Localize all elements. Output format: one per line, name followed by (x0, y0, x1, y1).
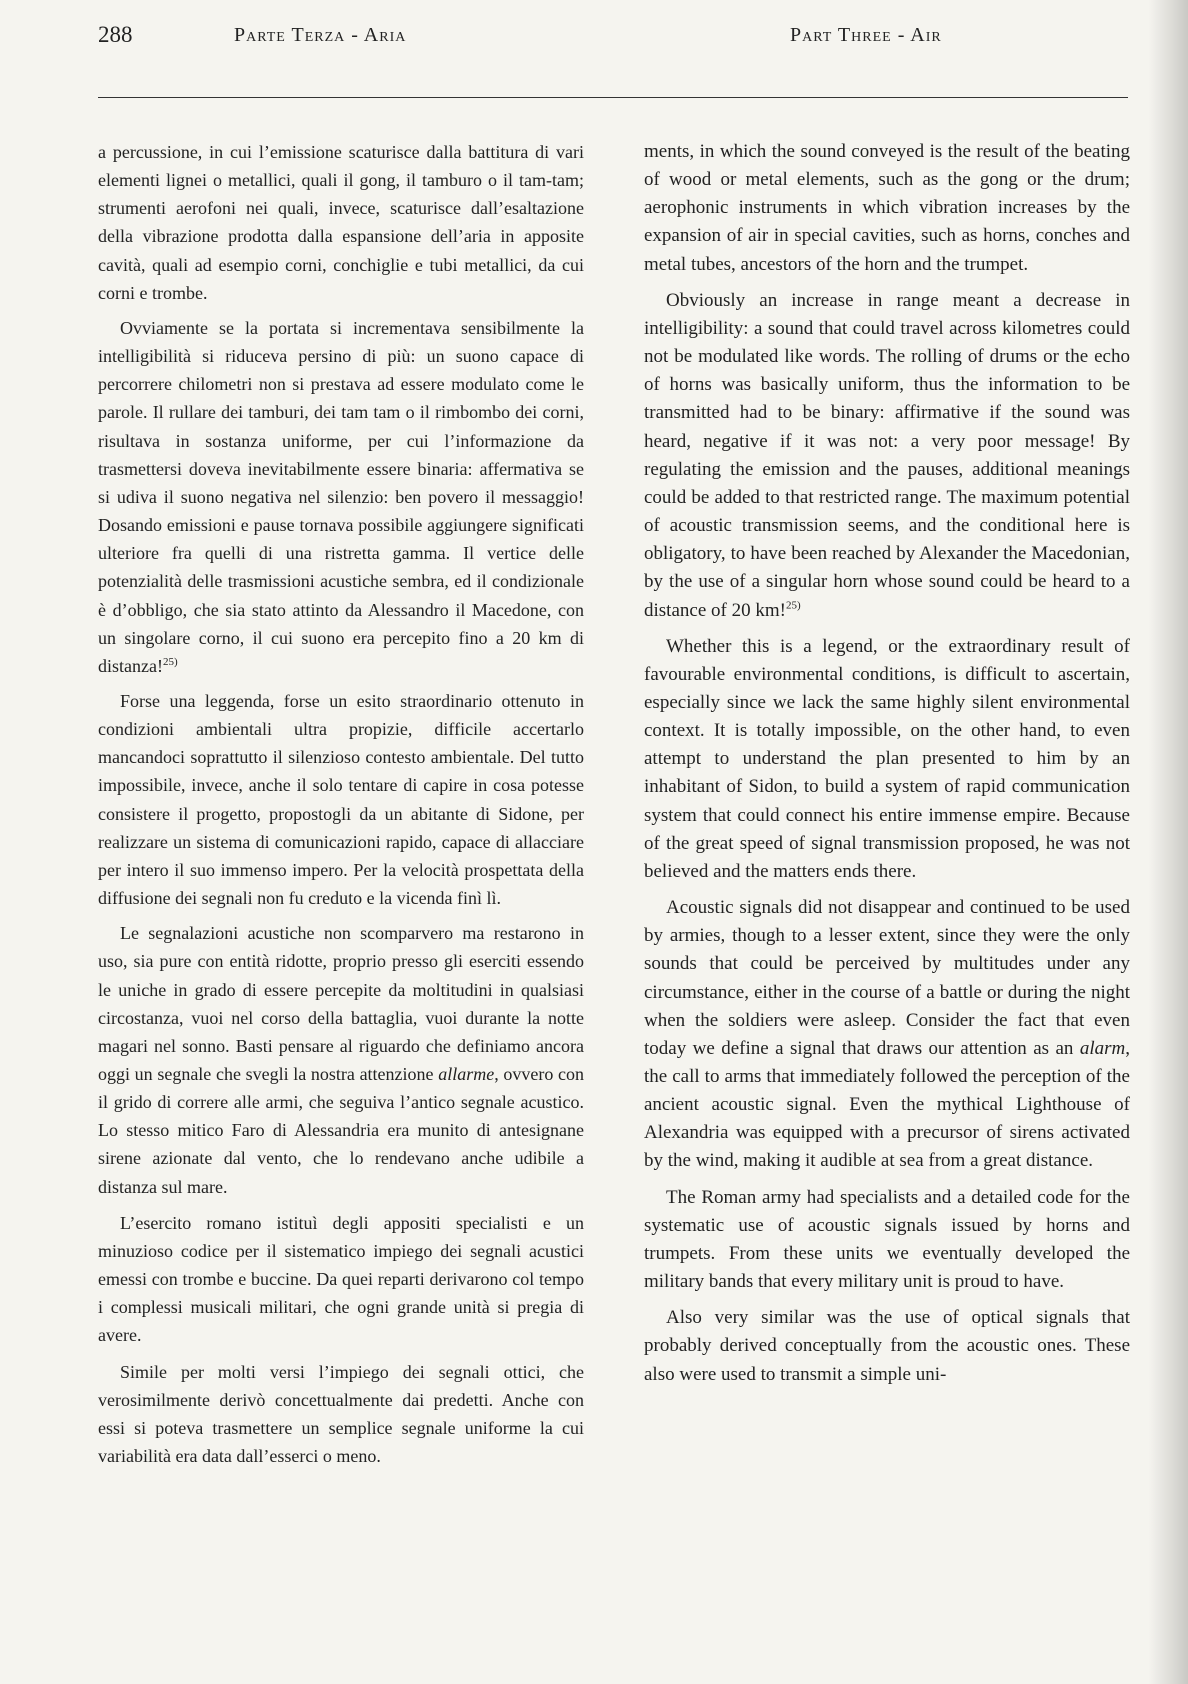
italian-column (98, 138, 584, 1478)
italian-paragraph-3: Forse una leggenda, forse un esito straordinario ottenuto in condizioni ambientali ultra propizie, difficile accertarlo mancandoci soprattutto il silenzioso contesto ambientale. Del tutto impossibile, invece, anche il solo tentare di capire in cosa potesse consistere il progetto, propostogli da un abitante di Sidone, per realizzare un sistema di comunicazioni rapido, capace di allacciare per intero il suo immenso impero. Per la velocità prospettata della diffusione dei segnali non fu creduto e la vicenda finì lì. (98, 690, 584, 909)
italian-paragraph-5: L’esercito romano istituì degli appositi specialisti e un minuzioso codice per il sistematico impiego dei segnali acustici emessi con trombe e buccine. Da quei reparti derivarono col tempo i complessi musicali militari, che ogni grande unità si pregia di avere. (98, 1212, 584, 1346)
page-header (98, 22, 1128, 52)
italian-paragraph-2 (98, 314, 584, 680)
english-footnote-ref-25: 25) (785, 599, 801, 612)
running-head-english: Part Three - Air (790, 24, 942, 46)
english-paragraph-3: Whether this is a legend, or the extraordinary result of favourable environmental conditions, is difficult to ascertain, especially since we lack the same highly silent environmental context. It is totally impossible, on the other hand, to even attempt to understand the plan presented to him by an inhabitant of Sidon, to build a system of rapid communication system that could connect his entire immense empire. Because of the great speed of signal transmission proposed, he was not believed and the matters ends there. (644, 635, 1130, 882)
italian-paragraph-6: Simile per molti versi l’impiego dei segnali ottici, che verosimilmente derivò concettualmente dai predetti. Anche con essi si poteva trasmettere un semplice segnale uniforme la cui variabilità era data dall’esserci o meno. (98, 1361, 584, 1467)
english-paragraph-1: ments, in which the sound conveyed is the result of the beating of wood or metal elements, such as the gong or the drum; aerophonic instruments in which vibration increases by the expansion of air in special cavities, such as horns, conches and metal tubes, ancestors of the horn and the trumpet. (644, 141, 1130, 275)
italian-paragraph-4-text-b: , ovvero con il grido di correre alle armi, che seguiva l’antico segnale acustico. Lo stesso mitico Faro di Alessandria era munito di antesignane sirene azionate dal vento, che lo rendevano anche udibile a distanza sul mare. (98, 1064, 585, 1197)
english-paragraph-6: Also very similar was the use of optical signals that probably derived conceptually from the acoustic ones. These also were used to transmit a simple uni- (644, 1307, 1130, 1385)
page-edge-shadow (1148, 0, 1188, 1684)
english-term-alarm: alarm (1079, 1037, 1126, 1059)
english-paragraph-2-text: Obviously an increase in range meant a decrease in intelligibility: a sound that could travel across kilometres could not be modulated like words. The rolling of drums or the echo of horns was basically uniform, thus the information to be transmitted had to be binary: affirmative if the sound was heard, negative if it was not: a very poor message! By regulating the emission and the pauses, additional meanings could be added to that restricted range. The maximum potential of acoustic transmission seems, and the conditional here is obligatory, to have been reached by Alexander the Macedonian, by the use of a singular horn whose sound could be heard to a distance of 20 km! (644, 289, 1130, 621)
english-paragraph-4-text-a: Acoustic signals did not disappear and continued to be used by armies, though to a lesser extent, since they were the only sounds that could be perceived by multitudes under any circumstance, either in the course of a battle or during the night when the soldiers were asleep. Consider the fact that even today we define a signal that draws our attention as an (644, 897, 1130, 1059)
english-paragraph-4-text-b: , the call to arms that immediately followed the perception of the ancient acoustic signal. Even the mythical Lighthouse of Alexandria was equipped with a precursor of sirens activated by the wind, making it audible at sea from a great distance. (644, 1037, 1130, 1172)
english-column (644, 138, 1130, 1397)
italian-paragraph-4 (98, 919, 584, 1201)
italian-footnote-ref-25: 25) (162, 655, 178, 668)
english-paragraph-2 (644, 287, 1130, 625)
english-paragraph-5: The Roman army had specialists and a detailed code for the systematic use of acoustic signals issued by horns and trumpets. From these units we eventually developed the military bands that every military unit is proud to have. (644, 1186, 1130, 1293)
running-head-italian: Parte Terza - Aria (234, 24, 407, 46)
header-rule (98, 97, 1128, 98)
page-number: 288 (98, 22, 133, 47)
italian-paragraph-4-text-a: Le segnalazioni acustiche non scomparvero ma restarono in uso, sia pure con entità ridotte, proprio presso gli eserciti essendo le uniche in grado di essere percepite da moltitudini in qualsiasi circostanza, vuoi nel corso della battaglia, vuoi durante la notte magari nel sonno. Basti pensare al riguardo che definiamo ancora oggi un segnale che svegli la nostra attenzione (98, 923, 584, 1084)
italian-term-allarme: allarme (438, 1064, 495, 1084)
english-paragraph-4 (644, 894, 1130, 1176)
italian-paragraph-1: a percussione, in cui l’emissione scaturisce dalla battitura di vari elementi lignei o metallici, quali il gong, il tamburo o il tam-tam; strumenti aerofoni nei quali, invece, scaturisce dall’esaltazione della vibrazione prodotta dalla espansione dell’aria in apposite cavità, quali ad esempio corni, conchiglie e tubi metallici, da cui corni e trombe. (98, 142, 584, 303)
italian-paragraph-2-text: Ovviamente se la portata si incrementava sensibilmente la intelligibilità si riduceva persino di più: un suono capace di percorrere chilometri non si prestava ad essere modulato come le parole. Il rullare dei tamburi, dei tam tam o il rimbombo dei corni, risultava in sostanza uniforme, per cui l’informazione da trasmettersi doveva inevitabilmente essere binaria: affermativa se si udiva il suono negativa nel silenzio: ben povero il messaggio! Dosando emissioni e pause tornava possibile aggiungere significati ulteriore fra quelli di una ristretta gamma. Il vertice delle potenzialità delle trasmissioni acustiche sembra, ed il condizionale è d’obbligo, che sia stato attinto da Alessandro il Macedone, con un singolare corno, il cui suono era percepito fino a 20 km di distanza! (98, 317, 584, 676)
